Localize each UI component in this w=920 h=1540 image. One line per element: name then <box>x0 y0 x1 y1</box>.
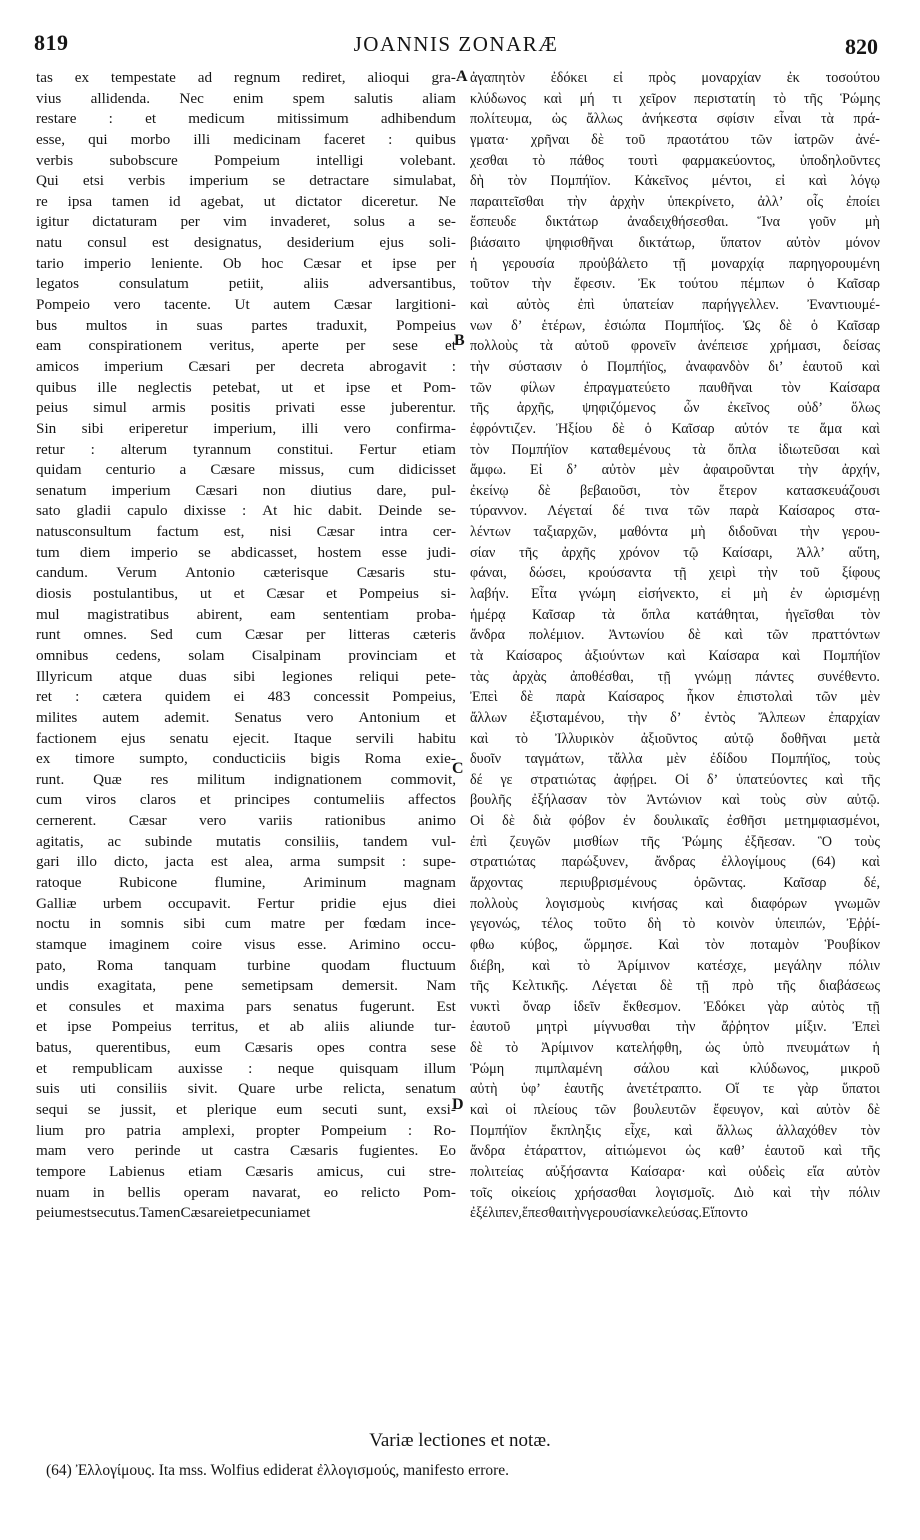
greek-line: τῆς ἀρχῆς, ψηφιζόμενος ὧν ἐκεῖνος οὐδ’ ὅλως <box>470 400 880 417</box>
greek-line: δὲ τὸ Ἀρίμινον κατελήφθη, ὡς ὑπὸ πνευμάτων ἡ <box>470 1040 880 1057</box>
page-number-right: 820 <box>845 34 878 59</box>
latin-line: quibus ille neglectis petebat, ut et ipse et Pom- <box>36 378 456 396</box>
latin-line: undis exagitata, pene semetipsam demersit. Nam <box>36 977 456 995</box>
latin-line: milites autem ademit. Senatus vero Antonium et <box>36 708 456 726</box>
greek-line: γματα· χρῆναι δὲ τοῦ πραοτάτου τῶν ἰατρῶν ἀνέ- <box>470 131 880 148</box>
margin-mark-d: D <box>452 1096 464 1113</box>
latin-line: quidam centurio a Cæsare missus, cum didicisset <box>36 461 456 479</box>
greek-line: πολλοὺς λογισμοὺς κινήσας καὶ διαφόρων γνωμῶν <box>470 895 880 912</box>
notes-heading: Variæ lectiones et notæ. <box>369 1430 551 1451</box>
latin-line: bus multos in suas partes traduxit, Pompeius <box>36 316 456 334</box>
greek-line: Πομπήϊον ἔκπληξις εἶχε, καὶ ἄλλως ἀλλαχόθεν τὸν <box>470 1122 880 1139</box>
latin-line: natusconsultum factum est, nisi Cæsar intra cer- <box>36 523 456 541</box>
greek-line: ἄρχοντας περιυβρισμένους ὁρῶντας. Καῖσαρ δέ, <box>470 874 880 891</box>
latin-line: mam vero perinde ut castra Cæsaris fugientes. Eo <box>36 1142 456 1160</box>
greek-line: πολλοὺς τὰ αὐτοῦ φρονεῖν ἀνέπεισε χρήμασι, δείσας <box>470 338 880 355</box>
greek-line: Ἐπεὶ δὲ παρὰ Καίσαρος ἧκον ἐπιστολαὶ τῶν μὲν <box>470 689 880 706</box>
latin-line: mul magistratibus abirent, eam sententiam proba- <box>36 605 456 623</box>
latin-line: cum viros claros et principes contumeliis affectos <box>36 791 456 809</box>
greek-line: τῆς Κελτικῆς. Λέγεται δὲ τῇ πρὸ τῆς διαβάσεως <box>470 978 880 995</box>
margin-mark-c: C <box>452 760 464 777</box>
greek-line: καὶ οἱ πλείους τῶν βουλευτῶν ἔφευγον, καὶ αὐτὸν δὲ <box>470 1102 880 1119</box>
greek-line: δέ γε στρατιώτας ἀφῄρει. Οἱ δ’ ὑπατεύοντες καὶ τῆς <box>470 771 880 788</box>
latin-line: nuam in bellis operam navarat, eo relicto Pom- <box>36 1183 456 1201</box>
greek-line: τὸν Πομπήϊον καταθεμένους τὰ ὅπλα ἰδιωτεῦσαι καὶ <box>470 441 880 458</box>
greek-line: τοῖς οἰκείοις χρήσασθαι λογισμοῖς. Διὸ καὶ τὴν πόλιν <box>470 1184 880 1201</box>
latin-line: restare : et medicum mitissimum adhibendum <box>36 110 456 128</box>
latin-line: noctu in somnis sibi cum matre per fœdam ince- <box>36 915 456 933</box>
greek-line: δυοῖν ταγμάτων, τἄλλα μὲν ἐδίδου Πομπήϊος, τοὺς <box>470 751 880 768</box>
greek-line: φάναι, δώσει, κρούσαντα τῇ χειρὶ τὴν τοῦ ξίφους <box>470 565 880 582</box>
latin-line: natu consul est designatus, desiderium ejus soli- <box>36 234 456 252</box>
latin-line: sequi se jussit, et plerique eum secuti sunt, exsi- <box>36 1101 456 1119</box>
greek-line: πολιτείας αὐξήσαντα Καίσαρα· καὶ οὐδεὶς εἴα αὐτὸν <box>470 1163 880 1180</box>
running-head: JOANNIS ZONARÆ <box>353 32 559 56</box>
latin-line: factionem ejus senatu ejecit. Itaque servili habitu <box>36 729 456 747</box>
latin-line: et consules et maxima pars senatus fugerunt. Est <box>36 997 456 1015</box>
greek-line: καὶ αὐτὸς ἐπὶ ὑπατείαν παρήγγελλεν. Ἐναντιουμέ- <box>470 297 880 314</box>
latin-line: vius allidenda. Nec enim spem salutis aliam <box>36 89 456 107</box>
latin-line: peius simul armis positis privati esse juberentur. <box>36 399 456 417</box>
latin-line: gari illo dicto, jacta est alea, arma sumpsit : supe- <box>36 853 456 871</box>
latin-line: stamque imaginem coire visus esse. Arimino occu- <box>36 935 456 953</box>
greek-line: βιάσαιτο ψηφισθῆναι δικτάτωρ, ὕπατον αὐτὸν μόνον <box>470 235 880 252</box>
margin-mark-b: B <box>454 332 465 349</box>
latin-line: Galliæ urbem occupavit. Fertur pridie ejus diei <box>36 894 456 912</box>
greek-line: ἡμέρᾳ Καῖσαρ τὰ ὅπλα κατάθηται, ἡγεῖσθαι τὸν <box>470 606 880 623</box>
latin-line: eam conspirationem veritus, aperte per sese et <box>36 337 456 355</box>
latin-line: tas ex tempestate ad regnum rediret, alioqui gra- <box>36 69 456 86</box>
latin-line: tario imperio leniente. Ob hoc Cæsar et ipse per <box>36 254 456 272</box>
latin-line: runt. Quæ res militum indignationem commovit, <box>36 770 456 788</box>
greek-line: τύραννον. Λέγεταί δέ τινα τῶν παρὰ Καίσαρος στα- <box>470 503 880 520</box>
margin-mark-a: A <box>456 68 468 85</box>
latin-column <box>36 68 456 1224</box>
latin-line: et rempublicam auxisse : neque quisquam illum <box>36 1059 456 1077</box>
latin-line: runt omnes. Sed cum Cæsar per litteras cæteris <box>36 626 456 644</box>
greek-line: καὶ τὸ Ἰλλυρικὸν ἀξιοῦντος αὐτῷ δοθῆναι μετὰ <box>470 730 880 747</box>
greek-line: τοῦτον τὴν ἔφεσιν. Ἐκ τούτου πέμπων ὁ Καῖσαρ <box>470 276 880 293</box>
greek-line: νυκτὶ ὄναρ ἰδεῖν ἔκθεσμον. Ἐδόκει γὰρ αὐτὸς τῇ <box>470 998 880 1015</box>
greek-line: τὰ Καίσαρος ἀξιούντων καὶ Καίσαρα καὶ Πομπήϊον <box>470 647 880 664</box>
greek-line: ἑαυτοῦ μητρὶ μίγνυσθαι τὴν ἄῤῥητον μίξιν. Ἐπεὶ <box>470 1019 880 1036</box>
greek-line: ἡ γερουσία προὐβάλετο τῇ μοναρχίᾳ παρηγορουμένη <box>470 255 880 272</box>
greek-line: τὰς ἀρχὰς ἀποθέσθαι, τῇ γνώμῃ πάντες συνέθεντο. <box>470 668 880 685</box>
latin-line: Sin sibi eriperetur imperium, illi vero confirma- <box>36 419 456 437</box>
latin-line: re ipsa tamen id agebat, ut dictator diceretur. Ne <box>36 192 456 210</box>
greek-line: κλύδωνος καὶ μή τι χεῖρον περιστατίη τὸ τῆς Ῥώμης <box>470 90 880 107</box>
greek-line: λαβήν. Εἶτα γνώμη εἰσήνεκτο, εἰ μὴ ἐν ὡρισμένῃ <box>470 586 880 603</box>
latin-line: retur : alterum tyrannum constitui. Fertur etiam <box>36 440 456 458</box>
latin-line: pato, Roma tanquam turbine quodam fluctuum <box>36 956 456 974</box>
greek-line: ἄνδρα πολέμιον. Ἀντωνίου δὲ καὶ τῶν πραττόντων <box>470 627 880 644</box>
latin-line: cernerent. Cæsar vero variis rationibus animo <box>36 812 456 830</box>
latin-line: tum diem imperio se abdicasset, hostem esse judi- <box>36 543 456 561</box>
greek-column <box>470 68 880 1224</box>
latin-line: verbis subobscure Pompeium intelligi volebant. <box>36 151 456 169</box>
latin-line: Pompeio vero tacente. Ut autem Cæsar largitioni- <box>36 296 456 314</box>
greek-line: ἄλλων ἐξισταμένου, τὴν δ’ ἐντὸς Ἄλπεων ἐπαρχίαν <box>470 709 880 726</box>
latin-line: candum. Verum Antonio cæterisque Cæsaris stu- <box>36 564 456 582</box>
greek-line: ἐκείνῳ δὲ βεβαιοῦσι, τὸν ἕτερον κατασκευάζουσι <box>470 482 880 499</box>
latin-line: peium est secutus. Tamen Cæsar ei et pecuniam et <box>36 1204 311 1222</box>
greek-line: Οἱ δὲ διὰ φόβον ἐν δουλικαῖς ἐσθῆσι μετημφιασμένοι, <box>470 813 880 830</box>
greek-line: γεγονώς, τέλος τοῦτο δὴ τὸ κοινὸν ὑπειπών, Ἐῤῥί- <box>470 916 880 933</box>
latin-line: sato gladii capulo dixisse : At hic dabit. Deinde se- <box>36 502 456 520</box>
latin-line: Qui etsi verbis imperium se detractare simulabat, <box>36 172 456 190</box>
latin-line: omnibus cedens, solam Cisalpinam provinciam et <box>36 646 456 664</box>
greek-line: βουλῆς ἐξήλασαν τὸν Ἀντώνιον καὶ τοὺς σὺν αὐτῷ. <box>470 792 880 809</box>
latin-line: senatum imperium Cæsari non diutius dare, pul- <box>36 481 456 499</box>
latin-line: ret : cætera quidem ei 483 concessit Pompeius, <box>36 688 456 706</box>
greek-line: τῶν φίλων ἐπραγματεύετο παυθῆναι τὸν Καίσαρα <box>470 379 880 396</box>
greek-line: φθω κύβος, ὥρμησε. Καὶ τὸν ποταμὸν Ῥουβίκον <box>470 936 880 953</box>
latin-line: batus, querentibus, eum Cæsaris opes contra sese <box>36 1039 456 1057</box>
latin-line: legatos consulatum petiit, aliis adversantibus, <box>36 275 456 293</box>
greek-line: διέβη, καὶ τὸ Ἀρίμινον κατέσχε, μεγάλην πόλιν <box>470 957 880 974</box>
greek-line: δὴ τὸν Πομπήϊον. Κἀκεῖνος μέντοι, εἰ καὶ λόγῳ <box>470 173 880 190</box>
greek-line: ἐφρόντιζεν. Ἠξίου δὲ ὁ Καῖσαρ αὐτόν τε ἅμα καὶ <box>470 420 880 437</box>
greek-line: ἐξέλιπεν, ἕπεσθαι τὴν γερουσίαν κελεύσας. Εἵποντο <box>470 1205 748 1222</box>
page-number-left: 819 <box>34 30 69 55</box>
latin-line: tempore Labienus etiam Cæsaris amicus, cui stre- <box>36 1162 456 1180</box>
page-header <box>34 30 878 64</box>
greek-line: ἄνδρα ἐτάραττον, αἰτιώμενοι ὡς καθ’ ἑαυτοῦ καὶ τῆς <box>470 1143 880 1160</box>
greek-line: αὐτὴ ὑφ’ ἑαυτῆς ἀνετέτραπτο. Οἵ τε γὰρ ὕπατοι <box>470 1081 880 1098</box>
greek-line: στρατιώτας παρώξυνεν, ἄνδρας ἐλλογίμους (64) καὶ <box>470 854 880 871</box>
latin-line: amicos imperium Cæsari per decreta abrogavit : <box>36 357 456 375</box>
greek-line: ἔσπευδε δικτάτωρ ἀναδειχθήσεσθαι. Ἵνα γοῦν μὴ <box>470 214 880 231</box>
latin-line: diosis postulantibus, ut et Cæsar et Pompeius si- <box>36 585 456 603</box>
latin-line: suis uti consiliis sivit. Quare urbe relicta, senatum <box>36 1080 456 1098</box>
latin-line: esse, qui morbo illi medicinam faceret : quibus <box>36 130 456 148</box>
latin-line: ex timore sumpto, conducticiis bigis Roma exie- <box>36 750 456 768</box>
latin-line: Illyricum atque duas sibi legiones reliqui pete- <box>36 667 456 685</box>
latin-line: et ipse Pompeius territus, et ab aliis aliunde tur- <box>36 1018 456 1036</box>
greek-line: τὴν σύστασιν ὁ Πομπήϊος, ἀναφανδὸν δι’ ἑαυτοῦ καὶ <box>470 358 880 375</box>
latin-line: ratoque Rubicone flumine, Ariminum magnam <box>36 873 456 891</box>
greek-line: παραιτεῖσθαι τὴν ἀρχὴν ὑπεκρίνετο, ἀλλ’ οἷς ἐποίει <box>470 193 880 210</box>
greek-line: λέντων ταξιαρχῶν, μαθόντα μὴ διδοῦναι τὴν γερου- <box>470 524 880 541</box>
greek-line: ἐπὶ ζευγῶν μισθίων τῆς Ῥώμης ἐξῆεσαν. Ὃ τοὺς <box>470 833 880 850</box>
greek-line: χεσθαι τὸ πάθος τουτὶ φαρμακεύοντος, ὑποδηλοῦντες <box>470 152 880 169</box>
greek-line: πολίτευμα, ὡς ἄλλως ἀνήκεστα σφίσιν εἶναι τὰ πρά- <box>470 111 880 128</box>
latin-line: igitur dictaturam per vim invaderet, solus a se- <box>36 213 456 231</box>
greek-line: σίαν τῆς ἀρχῆς χρόνον τῷ Καίσαρι, Ἀλλ’ αὕτη, <box>470 544 880 561</box>
greek-line: νων δ’ ἑτέρων, ἐσιώπα Πομπήϊος. Ὡς δὲ ὁ Καῖσαρ <box>470 317 880 334</box>
greek-line: ἄμφω. Εἰ δ’ αὐτὸν μὲν ἀφαιροῦνται τὴν ἀρχήν, <box>470 462 880 479</box>
footnote-64: (64) Ἐλλογίμους. Ita mss. Wolfius ediderat ἐλλογισμούς, manifesto errore. <box>46 1462 510 1479</box>
latin-line: lium pro patria amplexi, propter Pompeium : Ro- <box>36 1121 456 1139</box>
latin-line: agitatis, ac subinde mutatis consiliis, tandem vul- <box>36 832 456 850</box>
greek-line: Ῥώμη πιμπλαμένη σάλου καὶ κλύδωνος, μικροῦ <box>470 1060 880 1077</box>
greek-line: ἀγαπητὸν ἐδόκει εἰ πρὸς μοναρχίαν ἐκ τοσούτου <box>470 70 880 86</box>
